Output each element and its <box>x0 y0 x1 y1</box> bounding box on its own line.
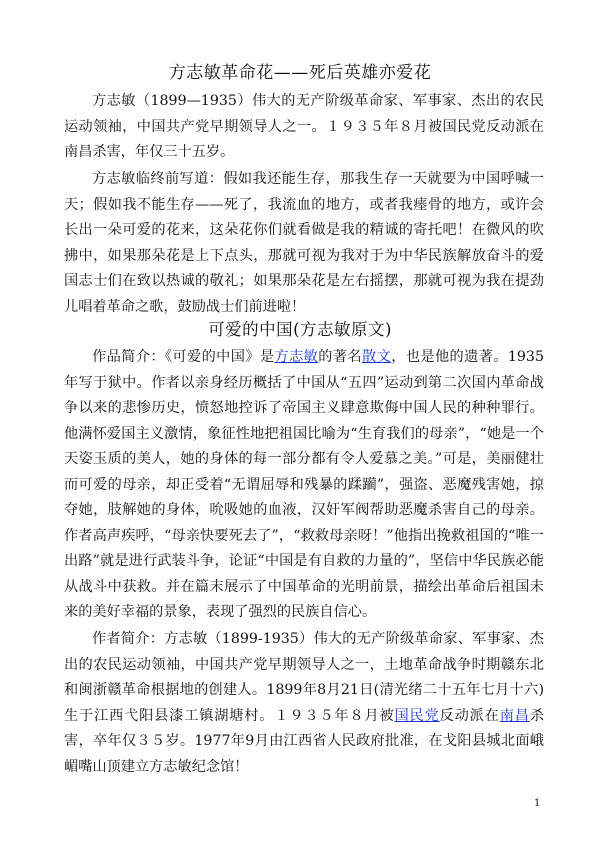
link-kuomintang[interactable]: 国民党 <box>394 707 440 724</box>
title-revolution-flower: 方志敏革命花——死后英雄亦爱花 <box>168 63 432 83</box>
paragraph-work-intro <box>64 345 544 626</box>
paragraph-intro: 方志敏（1899—1935）伟大的无产阶级革命家、军事家、杰出的农民运动领袖，中国共产党早期领导人之一。１９３５年８月被国民党反动派在南昌杀害，年仅三十五岁。 <box>64 93 544 160</box>
link-prose[interactable]: 散文 <box>362 349 392 365</box>
paragraph-last-words: 方志敏临终前写道：假如我还能生存，那我生存一天就要为中国呼喊一天；假如我不能生存——死了，我流血的地方，或者我瘗骨的地方，或许会长出一朵可爱的花来，这朵花你们就看做是我的精诚的寄托吧！在微风的吹拂中，如果那朵花是上下点头，那就可视为我对于为中华民族解放奋斗的爱国志士们在致以热诚的敬礼；如果那朵花是左右摇摆，那就可视为我在提劲儿唱着革命之歌，鼓励战士们前进啦！ <box>64 171 544 315</box>
link-fang-zhimin[interactable]: 方志敏 <box>274 349 319 365</box>
paragraph-author-intro <box>64 627 544 780</box>
text-segment: 作品简介：《可爱的中国》是 <box>92 349 275 365</box>
title-lovely-china: 可爱的中国(方志敏原文) <box>208 320 392 339</box>
text-segment: ，也是他的遗著。1935年写于狱中。作者以亲身经历概括了中国从“五四”运动到第二次国内革命战争以来的悲惨历史，愤怒地控诉了帝国主义肆意欺侮中国人民的种种罪行。他满怀爱国主义激情，象征性地把祖国比喻为“生育我们的母亲”，“她是一个天姿玉质的美人，她的身体的每一部分都有令人爱慕之美。”可是，美丽健壮而可爱的母亲，却正受着“无谓屈辱和残暴的蹂躏”，强盗、恶魔残害她，掠夺她，肢解她的身体，吮吸她的血液，汉奸军阀帮助恶魔杀害自己的母亲。作者高声疾呼，“母亲快要死去了”，“救救母亲呀！”他指出挽救祖国的“唯一出路”就是进行武装斗争，论证“中国是有自救的力量的”，坚信中华民族必能从战斗中获救。并在篇末展示了中国革命的光明前景，描绘出革命后祖国未来的美好幸福的景象，表现了强烈的民族自信心。 <box>64 349 544 620</box>
text-segment: 杀害，卒年仅３５岁。1977年9月由江西省人民政府批准，在戈阳县城北面峨嵋嘴山顶建立方志敏纪念馆！ <box>64 707 544 775</box>
page-number: 1 <box>534 798 541 809</box>
text-segment: 作者简介：方志敏（1899-1935）伟大的无产阶级革命家、军事家、杰出的农民运动领袖，中国共产党早期领导人之一，土地革命战争时期赣东北和闽浙赣革命根据地的创建人。1899年8月21日(清光绪二十五年七月十六)生于江西弋阳县漆工镇湖塘村。１９３５年８月被 <box>64 631 544 724</box>
text-segment: 反动派在 <box>439 707 500 724</box>
text-segment: 的著名 <box>318 349 363 365</box>
link-nanchang[interactable]: 南昌 <box>499 707 530 724</box>
